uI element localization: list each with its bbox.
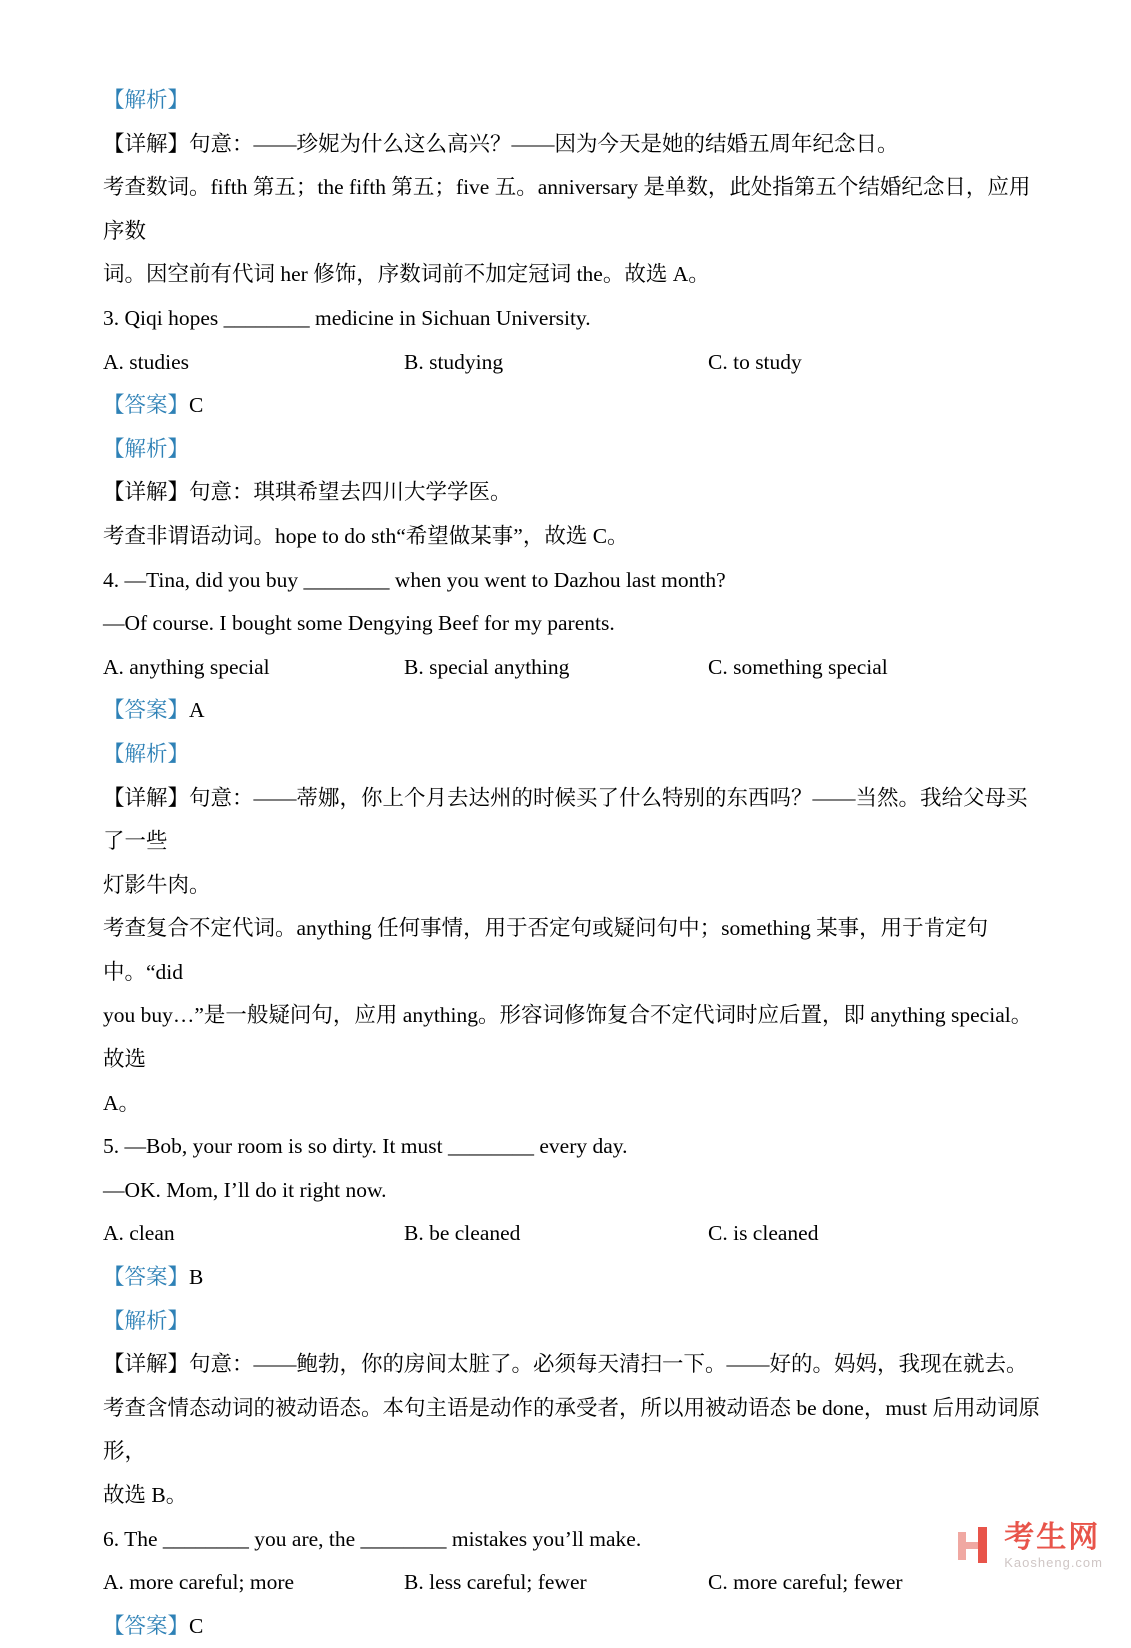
kaosheng-logo-icon <box>952 1524 994 1566</box>
site-watermark <box>952 1521 1103 1570</box>
text-line: —OK. Mom, I’ll do it right now. <box>103 1177 387 1202</box>
bracket-label: 【解析】 <box>103 88 190 112</box>
answer-bracket-label: 【答案】 <box>103 393 190 418</box>
text-line: 考查数词。fifth 第五；the fifth 第五；five 五。anniversary 是单数，此处指第五个结婚纪念日，应用序数 <box>103 175 1031 243</box>
option-a: A. clean <box>103 1221 175 1246</box>
text-line: 【详解】句意：——蒂娜，你上个月去达州的时候买了什么特别的东西吗？——当然。我给父母买了一些 <box>103 785 1028 854</box>
bracket-label: 【解析】 <box>103 741 190 766</box>
options-row <box>103 341 1041 385</box>
text-line: 【详解】句意：——鲍勃，你的房间太脏了。必须每天清扫一下。——好的。妈妈，我现在就去。 <box>103 1352 1028 1377</box>
section-label <box>103 1300 1041 1344</box>
text-line: you buy…”是一般疑问句，应用 anything。形容词修饰复合不定代词时应后置，即 anything special。故选 <box>103 1003 1033 1072</box>
option-a: A. studies <box>103 349 189 374</box>
watermark-brand: 考生网 <box>1004 1520 1101 1554</box>
text-line: 【详解】句意：——珍妮为什么这么高兴？——因为今天是她的结婚五周年纪念日。 <box>103 131 899 156</box>
bracket-label: 【解析】 <box>103 1308 190 1333</box>
watermark-domain: Kaosheng.com <box>1004 1554 1103 1570</box>
answer-value: B <box>189 1265 204 1290</box>
answer-value: C <box>189 1613 204 1638</box>
section-label <box>103 79 1041 123</box>
option-b: B. special anything <box>404 654 570 679</box>
section-label <box>103 428 1041 472</box>
text-line: 4. —Tina, did you buy ________ when you went to Dazhou last month? <box>103 567 726 592</box>
option-c: C. is cleaned <box>708 1221 819 1246</box>
text-line: 考查非谓语动词。hope to do sth“希望做某事”，故选 C。 <box>103 523 629 548</box>
answer-line <box>103 1605 1041 1648</box>
bracket-label: 【解析】 <box>103 436 190 461</box>
text-line: 考查复合不定代词。anything 任何事情，用于否定句或疑问句中；something 某事，用于肯定句中。“did <box>103 916 989 984</box>
option-b: B. less careful; fewer <box>404 1570 587 1595</box>
options-row <box>103 1561 1041 1605</box>
text-line: 6. The ________ you are, the ________ mistakes you’ll make. <box>103 1526 642 1551</box>
option-c: C. to study <box>708 349 802 374</box>
option-c: C. more careful; fewer <box>708 1570 903 1595</box>
exam-document <box>103 79 1041 1648</box>
option-c: C. something special <box>708 654 888 679</box>
text-line: 故选 B。 <box>103 1483 188 1507</box>
option-b: B. be cleaned <box>404 1221 521 1246</box>
watermark-text <box>1004 1521 1103 1570</box>
option-a: A. more careful; more <box>103 1570 295 1595</box>
text-line: 3. Qiqi hopes ________ medicine in Sichuan University. <box>103 305 591 330</box>
answer-bracket-label: 【答案】 <box>103 698 190 723</box>
options-row <box>103 1212 1041 1256</box>
answer-bracket-label: 【答案】 <box>103 1265 190 1290</box>
answer-value: C <box>189 393 204 418</box>
text-line: 5. —Bob, your room is so dirty. It must ________ every day. <box>103 1134 628 1159</box>
text-line: A。 <box>103 1090 141 1115</box>
options-row <box>103 646 1041 690</box>
answer-line <box>103 384 1041 428</box>
answer-bracket-label: 【答案】 <box>103 1613 190 1638</box>
answer-value: A <box>189 698 205 723</box>
text-line: 【详解】句意：琪琪希望去四川大学学医。 <box>103 480 512 505</box>
section-label <box>103 733 1041 777</box>
answer-line <box>103 1256 1041 1300</box>
text-line: 灯影牛肉。 <box>103 872 211 897</box>
text-line: 词。因空前有代词 her 修饰，序数词前不加定冠词 the。故选 A。 <box>103 262 710 287</box>
option-b: B. studying <box>404 349 504 374</box>
document-body <box>103 79 1041 1648</box>
answer-line <box>103 689 1041 733</box>
option-a: A. anything special <box>103 654 270 679</box>
text-line: 考查含情态动词的被动语态。本句主语是动作的承受者，所以用被动语态 be done，must 后用动词原形， <box>103 1395 1041 1464</box>
text-line: —Of course. I bought some Dengying Beef for my parents. <box>103 611 615 636</box>
